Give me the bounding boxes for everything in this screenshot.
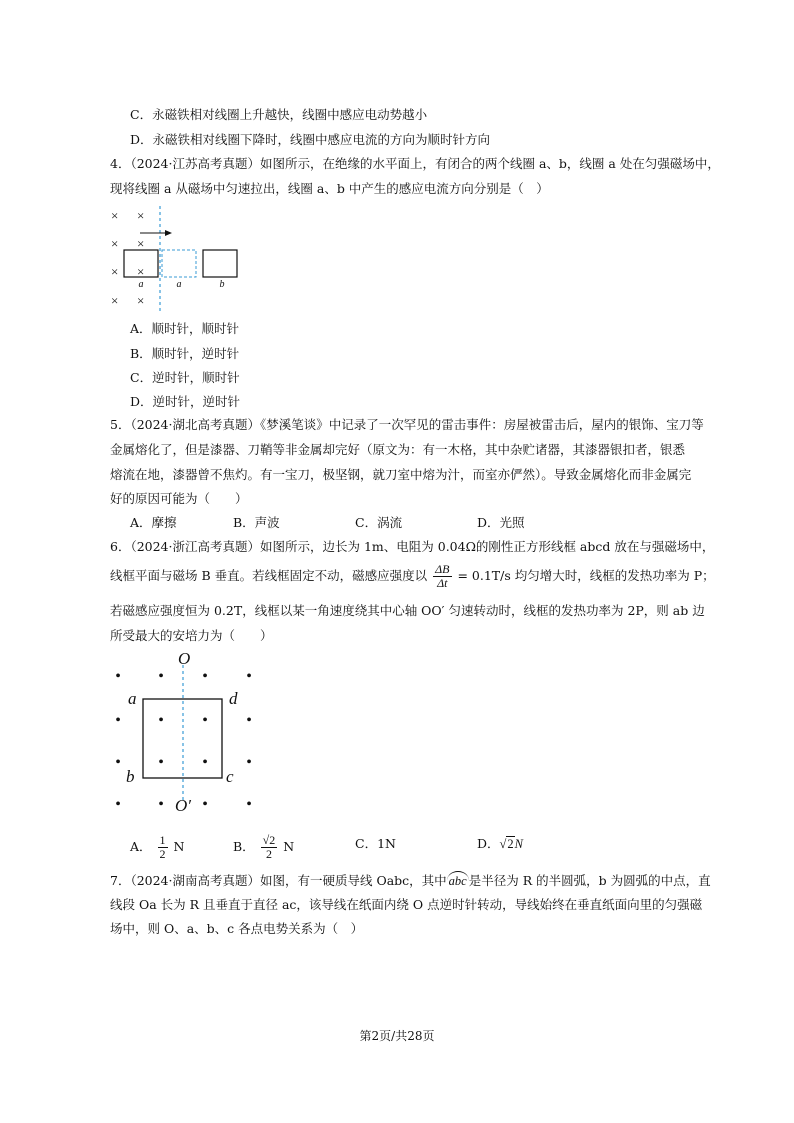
- q5-option-d: D．光照: [477, 515, 525, 530]
- q6-option-d: D．√2N: [477, 836, 523, 851]
- field-dot: •: [115, 712, 121, 729]
- q5-stem-line3: 熔流在地，漆器曾不焦灼。有一宝刀，极坚钢，就刀室中熔为汁，而室亦俨然）。导致金属熔化而非金属完: [110, 467, 692, 482]
- field-dot: •: [158, 712, 164, 729]
- field-dot: •: [115, 796, 121, 813]
- field-x-mark: ×: [137, 208, 145, 223]
- q4-figure: [0, 200, 794, 320]
- field-x-mark: ×: [111, 208, 119, 223]
- q5-stem-line4: 好的原因可能为（ ）: [110, 491, 248, 506]
- field-dot: •: [202, 668, 208, 685]
- label-b: b: [126, 767, 135, 786]
- field-dot: •: [115, 668, 121, 685]
- label-a: a: [128, 689, 137, 708]
- field-x-mark: ×: [137, 293, 145, 308]
- field-dot: •: [158, 796, 164, 813]
- label-b: b: [219, 279, 225, 290]
- q6-stem-line2: [110, 563, 715, 590]
- q7-stem-line3: 场中，则 O、a、b、c 各点电势关系为（ ）: [110, 921, 364, 936]
- field-x-mark: ×: [111, 236, 119, 251]
- label-a-moved: a: [176, 279, 182, 290]
- label-d: d: [229, 689, 238, 708]
- field-x-mark: ×: [137, 264, 145, 279]
- rate-denominator: Δt: [437, 576, 448, 590]
- q5-stem-line2: 金属熔化了，但是漆器、刀鞘等非金属却完好（原文为：有一木格，其中杂贮诸器，其漆器银扣者，银悉: [110, 442, 686, 457]
- rate-fraction: [433, 563, 451, 590]
- field-dot: •: [246, 754, 252, 771]
- q5-option-a: A．摩擦: [130, 515, 177, 530]
- q6-stem-line4: 所受最大的安培力为（ ）: [110, 628, 273, 643]
- q6-stem-line3: 若磁感应强度恒为 0.2T，线框以某一角速度绕其中心轴 OO′ 匀速转动时，线框的发热功率为 2P，则 ab 边: [110, 603, 705, 618]
- q7-stem-line1: 7．（2024·湖南高考真题）如图，有一硬质导线 Oabc，其中 abc 是半径为 R 的半圆弧，b 为圆弧的中点，直: [110, 873, 711, 888]
- q6-stem-line1: 6．（2024·浙江高考真题）如图所示，边长为 1m、电阻为 0.04Ω的刚性正方形线框 abcd 放在与强磁场中，: [110, 539, 715, 554]
- label-O-prime: O′: [175, 796, 191, 815]
- q6-stem-line2-end: = 0.1T/s 均匀增大时，线框的发热功率为 P；: [457, 568, 715, 583]
- coil-b: [203, 250, 237, 277]
- q6-option-a: A． $\frac{1}{2}$ N: [130, 833, 185, 861]
- option-a-fraction: $\frac{1}{2}$: [159, 833, 166, 861]
- field-x-mark: ×: [111, 293, 119, 308]
- label-c: c: [226, 767, 234, 786]
- field-dot: •: [246, 712, 252, 729]
- q3-option-c: C．永磁铁相对线圈上升越快，线圈中感应电动势越小: [130, 107, 428, 122]
- coil-a-moved: [162, 250, 196, 277]
- field-dot: •: [246, 796, 252, 813]
- field-dot: •: [158, 754, 164, 771]
- q3-option-d: D．永磁铁相对线圈下降时，线圈中感应电流的方向为顺时针方向: [130, 132, 491, 147]
- option-b-fraction: $\frac{√2}{2}$: [262, 833, 276, 861]
- field-x-mark: ×: [137, 236, 145, 251]
- field-dot: •: [115, 754, 121, 771]
- field-dot: •: [202, 796, 208, 813]
- q5-stem-line1: 5．（2024·湖北高考真题）《梦溪笔谈》中记录了一次罕见的雷击事件：房屋被雷击后，屋内的银饰、宝刀等: [110, 417, 704, 432]
- q6-option-b: B． $\frac{√2}{2}$ N: [233, 833, 295, 861]
- field-dot: •: [158, 668, 164, 685]
- q4-option-c: C．逆时针，顺时针: [130, 370, 240, 385]
- q4-option-d: D．逆时针，逆时针: [130, 394, 241, 409]
- q4-stem-line2: 现将线圈 a 从磁场中匀速拉出，线圈 a、b 中产生的感应电流方向分别是（ ）: [110, 181, 549, 196]
- q4-option-b: B．顺时针，逆时针: [130, 346, 240, 361]
- q6-option-c: C．1N: [355, 836, 396, 851]
- field-dot: •: [202, 712, 208, 729]
- page-footer: 第2页/共28页: [359, 1029, 435, 1043]
- q6-figure: [0, 645, 794, 835]
- q5-option-b: B．声波: [233, 515, 280, 530]
- label-O: O: [178, 649, 191, 668]
- q6-stem-line2-start: 线框平面与磁场 B 垂直。若线框固定不动，磁感应强度以: [110, 568, 428, 583]
- field-x-mark: ×: [111, 264, 119, 279]
- field-dot: •: [202, 754, 208, 771]
- rate-numerator: ΔB: [435, 562, 450, 576]
- q7-stem-line2: 线段 Oa 长为 R 且垂直于直径 ac，该导线在纸面内绕 O 点逆时针转动，导线始终在垂直纸面向里的匀强磁: [110, 897, 703, 912]
- q4-option-a: A．顺时针，顺时针: [130, 321, 240, 336]
- q4-stem-line1: 4．（2024·江苏高考真题）如图所示，在绝缘的水平面上，有闭合的两个线圈 a、b，线圈 a 处在匀强磁场中，: [110, 156, 720, 171]
- velocity-arrow-head: [165, 230, 172, 236]
- q5-option-c: C．涡流: [355, 515, 403, 530]
- field-dot: •: [246, 668, 252, 685]
- label-a-initial: a: [138, 279, 144, 290]
- arc-abc: abc: [447, 871, 469, 890]
